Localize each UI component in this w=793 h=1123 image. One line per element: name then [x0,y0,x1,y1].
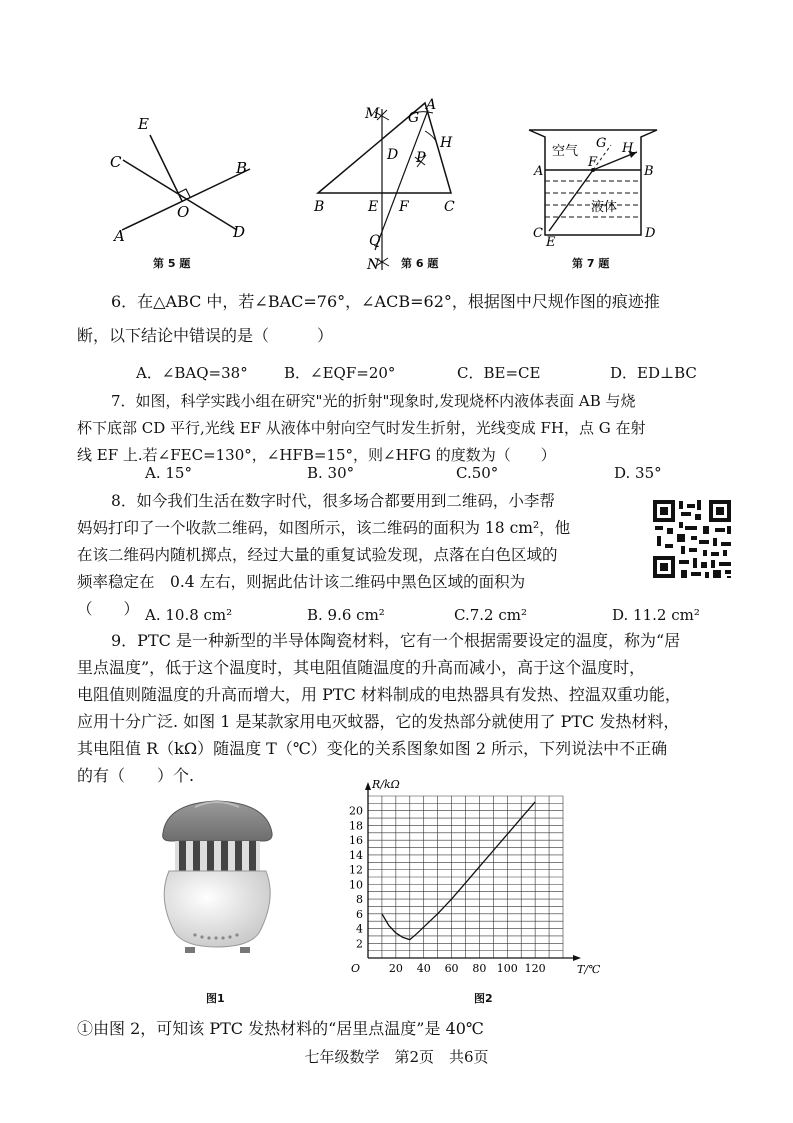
label-b: B [314,199,325,215]
label-h: H [440,135,453,151]
figure-6-caption: 第 6 题 [401,257,439,270]
figure-7 [525,125,665,250]
q7-option-d: D. 35° [614,464,662,482]
label-c: C [444,199,455,215]
q6-line2: 断，以下结论中错误的是（ ） [77,326,334,345]
label-h: H [622,141,634,156]
x-tick-label: 60 [444,962,459,975]
label-c: C [533,226,543,241]
q8-option-c: C.7.2 cm² [454,606,527,624]
label-c: C [110,153,122,171]
label-d: D [233,223,246,241]
q8-option-d: D. 11.2 cm² [612,606,700,624]
mosquito-killer-image [155,795,280,960]
figure-1-caption: 图1 [206,992,225,1005]
y-tick-label: 16 [349,834,363,848]
figure-5 [100,105,270,275]
label-o: O [177,203,190,221]
resistance-curve [382,802,535,940]
figure-5-caption: 第 5 题 [153,257,191,270]
label-m: M [365,106,380,122]
question-9 [77,627,747,789]
label-e: E [546,235,556,250]
label-q: Q [369,233,381,249]
y-axis-arrow [365,782,371,790]
label-d: D [645,226,656,241]
label-air: 空气 [552,144,579,159]
y-tick-label: 14 [349,848,363,862]
y-tick-label: 8 [356,893,363,907]
x-axis-label: T/℃ [577,963,601,976]
label-d: D [387,147,399,163]
y-tick-label: 12 [349,863,363,877]
label-n: N [367,257,380,273]
label-f: F [399,199,409,215]
q9-line2: 里点温度”，低于这个温度时，其电阻值随温度的升高而减小，高于这个温度时， [77,658,646,677]
label-a: A [534,164,544,179]
q7-option-a: A. 15° [145,464,192,482]
question-6 [77,288,737,315]
question-7 [77,388,737,469]
q8-line1: 8．如今我们生活在数字时代，很多场合都要用到二维码，小李帮 [111,492,555,510]
label-a: A [426,97,437,113]
figure-7-caption: 第 7 题 [572,257,610,270]
q7-option-c: C.50° [456,464,499,482]
question-8 [77,488,637,623]
q8-option-b: B. 9.6 cm² [307,606,385,624]
x-tick-label: 100 [496,962,518,975]
q7-option-b: B. 30° [307,464,355,482]
y-tick-label: 20 [349,804,363,818]
label-e: E [368,199,379,215]
q6-option-d: D．ED⊥BC [610,364,697,382]
x-tick-label: 80 [472,962,487,975]
label-liquid: 液体 [591,200,618,215]
q8-line4: 频率稳定在 0.4 左右，则据此估计该二维码中黑色区域的面积为 [77,573,526,591]
q6-option-a: A．∠BAQ=38° [136,364,248,382]
label-f: F [588,155,598,170]
q7-line2: 杯下底部 CD 平行,光线 EF 从液体中射向空气时发生折射，光线变成 FH，点 G 在射 [77,419,646,437]
qr-code-image [651,498,733,580]
figure-6 [305,95,470,275]
x-tick-label: 120 [524,962,546,975]
y-axis-label: R/kΩ [372,778,400,791]
q6-option-c: C．BE=CE [457,364,541,382]
q9-line4: 应用十分广泛. 如图 1 是某款家用电灭蚊器，它的发热部分就使用了 PTC 发热材料， [77,712,680,731]
label-e: E [138,115,149,133]
y-tick-label: 18 [349,819,363,833]
q9-line5: 其电阻值 R（kΩ）随温度 T（℃）变化的关系图象如图 2 所示，下列说法中不正确 [77,739,668,758]
q8-line2: 妈妈打印了一个收款二维码，如图所示，该二维码的面积为 18 cm²，他 [77,519,571,537]
page-footer: 七年级数学 第2页 共6页 [304,1048,489,1066]
y-tick-label: 6 [356,907,363,921]
label-a: A [114,227,125,245]
x-tick-label: 40 [416,962,431,975]
q7-line3: 线 EF 上.若∠FEC=130°，∠HFB=15°，则∠HFG 的度数为（ ） [77,446,556,464]
q8-line3: 在该二维码内随机掷点，经过大量的重复试验发现，点落在白色区域的 [77,546,558,564]
figure-2-caption: 图2 [474,992,493,1005]
label-p: P [416,150,426,166]
q9-line6: 的有（ ）个. [77,766,195,785]
q9-line3: 电阻值则随温度的升高而增大，用 PTC 材料制成的电热器具有发热、控温双重功能， [77,685,681,704]
label-g: G [408,110,420,126]
q6-option-b: B．∠EQF=20° [284,364,396,382]
y-tick-label: 10 [349,878,363,892]
q8-option-a: A. 10.8 cm² [145,606,233,624]
q7-line1: 7．如图，科学实践小组在研究"光的折射"现象时,发现烧杯内液体表面 AB 与烧 [111,392,636,410]
y-tick-label: 4 [356,922,363,936]
label-b: B [644,164,654,179]
question-6-cont [77,322,737,349]
q9-statement-1: ①由图 2，可知该 PTC 发热材料的“居里点温度”是 40℃ [77,1019,484,1038]
q9-line1: 9．PTC 是一种新型的半导体陶瓷材料，它有一个根据需要设定的温度，称为“居 [111,631,681,650]
origin-label: O [350,962,360,975]
label-b: B [236,159,248,177]
q8-line5: （ ） [77,600,140,618]
q6-line1: 6．在△ABC 中，若∠BAC=76°，∠ACB=62°，根据图中尺规作图的痕迹推 [111,292,660,311]
resistance-temperature-chart [338,778,618,983]
label-g: G [596,136,607,151]
x-axis-arrow [573,955,581,961]
y-tick-label: 2 [356,937,363,951]
x-tick-label: 20 [388,962,403,975]
